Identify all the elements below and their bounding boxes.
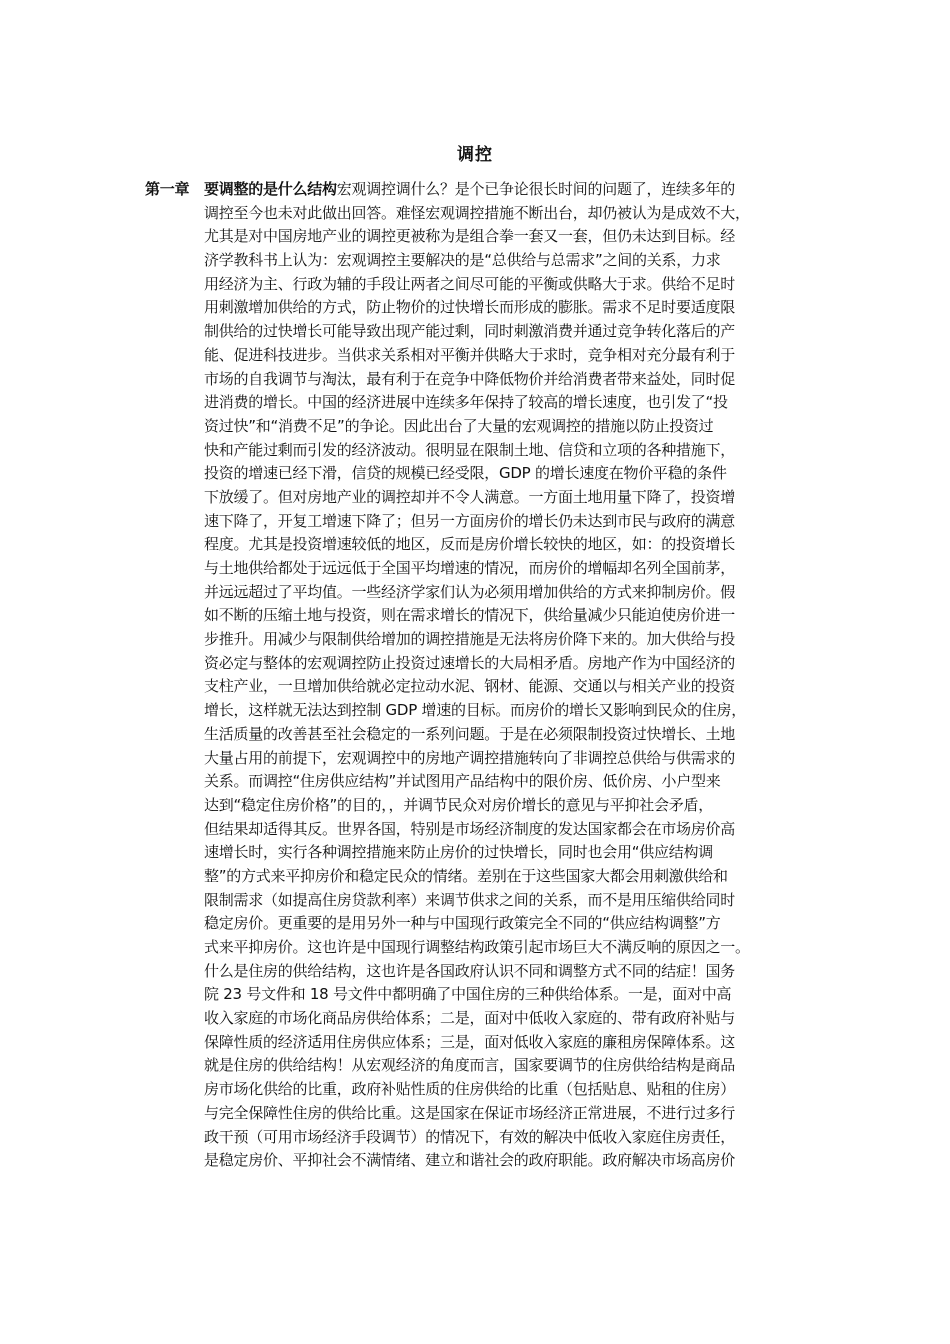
body-text-line: 资必定与整体的宏观调控防止投资过速增长的大局相矛盾。房地产作为中国经济的 xyxy=(204,653,736,672)
body-text-line: 是稳定房价、平抑社会不满情绪、建立和谐社会的政府职能。政府解决市场高房价 xyxy=(204,1151,736,1170)
body-text-line: 稳定房价。更重要的是用另外一种与中国现行政策完全不同的“供应结构调整”方 xyxy=(204,914,721,933)
body-text-line: 调控至今也未对此做出回答。难怪宏观调控措施不断出台，却仍被认为是成效不大， xyxy=(204,203,750,222)
body-text-line: 政干预（可用市场经济手段调节）的情况下，有效的解决中低收入家庭住房责任， xyxy=(204,1127,736,1146)
chapter-first-line-text: 宏观调控调什么？是个已争论很长时间的问题了，连续多年的 xyxy=(336,180,736,198)
body-text-line: 速下降了，开复工增速下降了；但另一方面房价的增长仍未达到市民与政府的满意 xyxy=(204,511,736,530)
body-text-line: 市场的自我调节与淘汰，最有利于在竞争中降低物价并给消费者带来益处，同时促 xyxy=(204,369,736,388)
chapter-heading: 要调整的是什么结构 xyxy=(204,180,337,198)
body-text-line: 保障性质的经济适用住房供应体系；三是，面对低收入家庭的廉租房保障体系。这 xyxy=(204,1032,736,1051)
body-text-line: 下放缓了。但对房地产业的调控却并不令人满意。一方面土地用量下降了，投资增 xyxy=(204,487,736,506)
body-text-line: 什么是住房的供给结构，这也许是各国政府认识不同和调整方式不同的结症！国务 xyxy=(204,961,736,980)
body-text-line: 资过快”和“消费不足”的争论。因此出台了大量的宏观调控的措施以防止投资过 xyxy=(204,416,714,435)
body-text-line: 整”的方式来平抑房价和稳定民众的情绪。差别在于这些国家大都会用刺激供给和 xyxy=(204,866,728,885)
body-text-line: 支柱产业，一旦增加供给就必定拉动水泥、钢材、能源、交通以与相关产业的投资 xyxy=(204,677,736,696)
body-text-line: 就是住房的供给结构！从宏观经济的角度而言，国家要调节的住房供给结构是商品 xyxy=(204,1056,736,1075)
body-text-line: 速增长时，实行各种调控措施来防止房价的过快增长，同时也会用“供应结构调 xyxy=(204,843,714,862)
body-text-line: 与完全保障性住房的供给比重。这是国家在保证市场经济正常进展，不进行过多行 xyxy=(204,1103,736,1122)
body-text-line: 增长，这样就无法达到控制 GDP 增速的目标。而房价的增长又影响到民众的住房， xyxy=(204,701,747,720)
body-text-line: 限制需求（如提高住房贷款利率）来调节供求之间的关系，而不是用压缩供给同时 xyxy=(204,890,736,909)
body-text-line: 用刺激增加供给的方式，防止物价的过快增长而形成的膨胀。需求不足时要适度限 xyxy=(204,298,736,317)
body-text-line: 尤其是对中国房地产业的调控更被称为是组合拳一套又一套，但仍未达到目标。经 xyxy=(204,227,736,246)
body-text-line: 制供给的过快增长可能导致出现产能过剩，同时刺激消费并通过竞争转化落后的产 xyxy=(204,322,736,341)
chapter-section xyxy=(145,178,820,1173)
body-text-line: 生活质量的改善甚至社会稳定的一系列问题。于是在必须限制投资过快增长、土地 xyxy=(204,724,736,743)
body-text-line: 程度。尤其是投资增速较低的地区，反而是房价增长较快的地区，如：的投资增长 xyxy=(204,535,736,554)
body-text-line: 房市场化供给的比重，政府补贴性质的住房供给的比重（包括贴息、贴租的住房） xyxy=(204,1080,736,1099)
body-text-line: 用经济为主、行政为辅的手段让两者之间尽可能的平衡或供略大于求。供给不足时 xyxy=(204,274,736,293)
body-text-line: 并远远超过了平均值。一些经济学家们认为必须用增加供给的方式来抑制房价。假 xyxy=(204,582,736,601)
chapter-label: 第一章 xyxy=(145,180,190,198)
chapter-body xyxy=(145,202,820,1173)
body-text-line: 大量占用的前提下，宏观调控中的房地产调控措施转向了非调控总供给与供需求的 xyxy=(204,748,736,767)
body-text-line: 济学教科书上认为：宏观调控主要解决的是“总供给与总需求”之间的关系，力求 xyxy=(204,251,721,270)
body-text-line: 关系。而调控“住房供应结构”并试图用产品结构中的限价房、低价房、小户型来 xyxy=(204,772,721,791)
body-text-line: 式来平抑房价。这也许是中国现行调整结构政策引起市场巨大不满反响的原因之一。 xyxy=(204,938,750,956)
body-text-line: 达到“稳定住房价格”的目的，，并调节民众对房价增长的意见与平抑社会矛盾， xyxy=(204,795,714,814)
chapter-first-line xyxy=(145,178,820,202)
body-text-line: 如不断的压缩土地与投资，则在需求增长的情况下，供给量减少只能迫使房价进一 xyxy=(204,606,736,625)
body-text-line: 快和产能过剩而引发的经济波动。很明显在限制土地、信贷和立项的各种措施下， xyxy=(204,440,736,459)
body-text-line: 但结果却适得其反。世界各国，特别是市场经济制度的发达国家都会在市场房价高 xyxy=(204,819,736,838)
document-title: 调控 xyxy=(457,145,493,165)
body-text-line: 进消费的增长。中国的经济进展中连续多年保持了较高的增长速度，也引发了“投 xyxy=(204,393,728,412)
body-text-line: 投资的增速已经下滑，信贷的规模已经受限，GDP 的增长速度在物价平稳的条件 xyxy=(204,464,727,483)
body-text-line: 院 23 号文件和 18 号文件中都明确了中国住房的三种供给体系。一是，面对中高 xyxy=(204,985,732,1004)
body-text-line: 步推升。用减少与限制供给增加的调控措施是无法将房价降下来的。加大供给与投 xyxy=(204,630,736,649)
body-text-line: 与土地供给都处于远远低于全国平均增速的情况，而房价的增幅却名列全国前茅， xyxy=(204,559,736,577)
body-text-line: 收入家庭的市场化商品房供给体系；二是，面对中低收入家庭的、带有政府补贴与 xyxy=(204,1009,736,1028)
body-text-line: 能、促进科技进步。当供求关系相对平衡并供略大于求时，竞争相对充分最有利于 xyxy=(204,345,736,364)
